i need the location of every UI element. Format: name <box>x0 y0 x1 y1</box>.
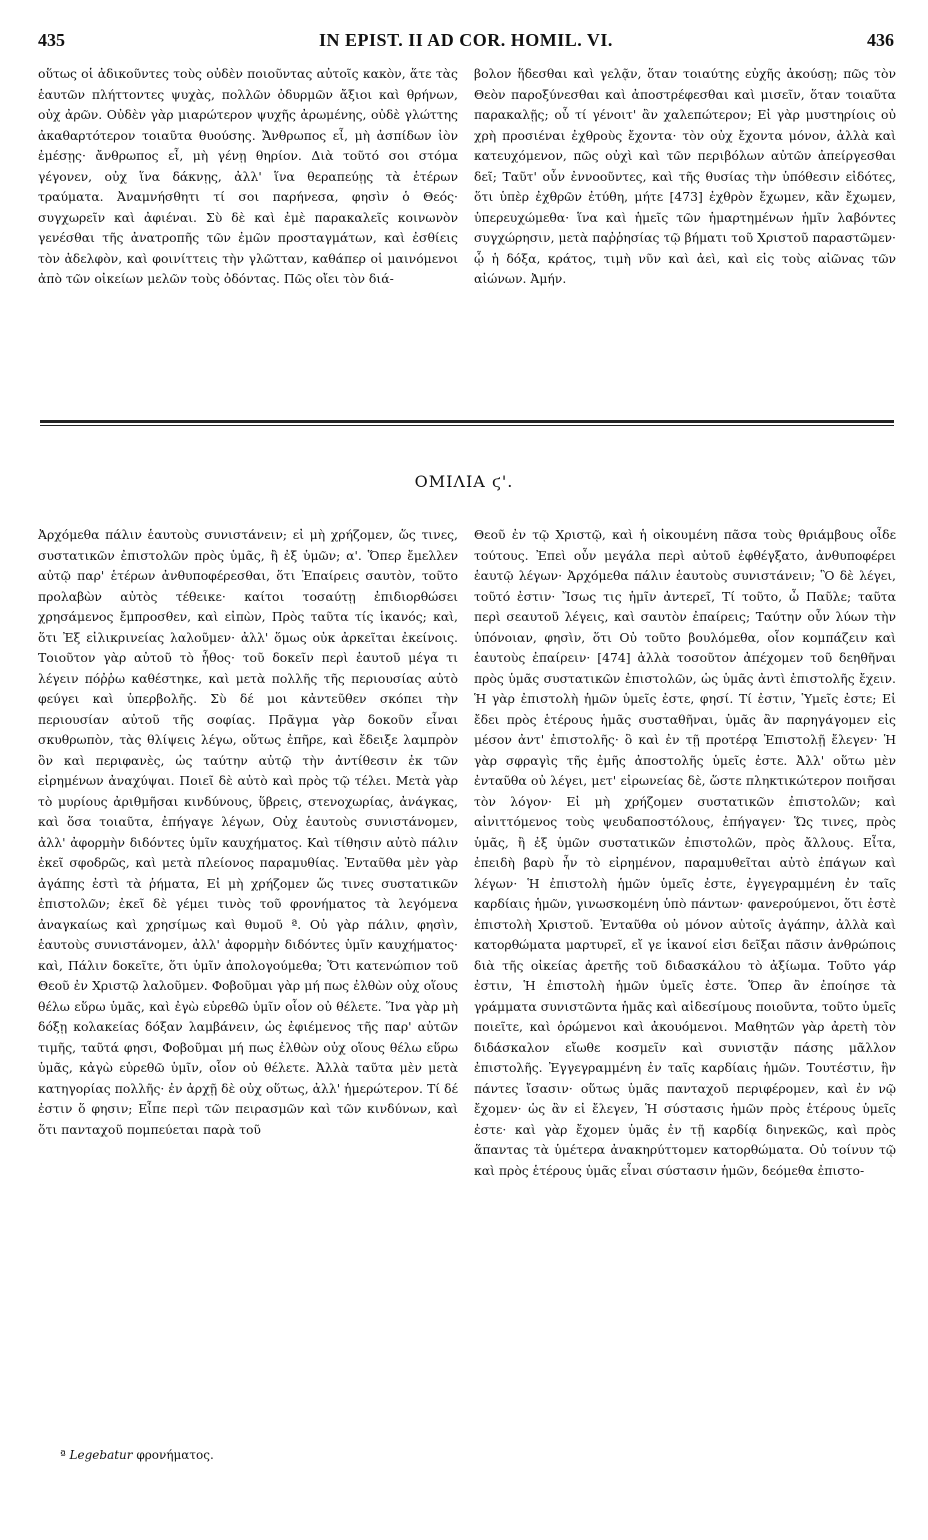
footnote-label: Legebatur <box>69 1448 133 1462</box>
footnote <box>60 1448 460 1462</box>
top-left-column-text: οὕτως οἱ ἀδικοῦντες τοὺς οὐδὲν ποιοῦντας αὐτοῖς κακὸν, ἅτε τὰς ἑαυτῶν πλήττοντες ψυχὰς, πολλῶν ὀδυρμῶν ἄξιοι καὶ θρήνων, οὐχ ἀρῶν. Οὐδὲν γὰρ μιαρώτερον ψυχῆς ἀρωμένης, οὐδὲ γλώττης ἀκαθαρτότερον τοιαῦτα θυούσης. Ἄνθρωπος εἶ, μὴ ἀσπίδων ἰὸν ἐμέσῃς· ἄνθρωπος εἶ, μὴ γένῃ θηρίον. Διὰ τοῦτό σοι στόμα γέγονεν, οὐχ ἵνα δάκνῃς, ἀλλ' ἵνα θεραπεύῃς τὰ ἑτέρων τραύματα. Ἀναμνήσθητι τί σοι παρήνεσα, φησὶν ὁ Θεός· συγχωρεῖν καὶ ἀφιέναι. Σὺ δὲ καὶ ἐμὲ παρακαλεῖς κοινωνὸν γενέσθαι τῆς ἀνατροπῆς τῶν ἐμῶν προσταγμάτων, καὶ ἐσθίεις τὸν ἀδελφὸν, καὶ φοινίττεις τὴν γλῶτταν, καθάπερ οἱ μαινόμενοι ἀπὸ τῶν οἰκείων μελῶν τοὺς ὀδόντας. Πῶς οἴει τὸν διά- <box>38 66 458 286</box>
top-right-column-text: βολον ἥδεσθαι καὶ γελᾷν, ὅταν τοιαύτης εὐχῆς ἀκούσῃ; πῶς τὸν Θεὸν παροξύνεσθαι καὶ ἀποστρέφεσθαι καὶ μισεῖν, ὅταν τοιαῦτα παρακαλῇς; οὗ τί γένοιτ' ἂν χαλεπώτερον; Εἰ γὰρ μυστηρίοις οὐ χρὴ προσιέναι ἐχθροὺς ἔχοντα· τὸν οὐχ ἔχοντα μόνον, ἀλλὰ καὶ κατευχόμενον, πῶς οὐχὶ καὶ τῶν περιβόλων αὐτῶν ἀπείργεσθαι δεῖ; Ταῦτ' οὖν ἐννοοῦντες, καὶ τῆς θυσίας τὴν ὑπόθεσιν εἰδότες, ὅτι ὑπὲρ ἐχθρῶν ἐτύθη, μήτε [473] ἐχθρὸν ἔχωμεν, κἂν ἔχωμεν, ὑπερευχώμεθα· ἵνα καὶ ἡμεῖς τῶν ἡμαρτημένων ἡμῖν λαβόντες συγχώρησιν, μετὰ παῤῥησίας τῷ βήματι τοῦ Χριστοῦ παραστῶμεν· ᾧ ἡ δόξα, κράτος, τιμὴ νῦν καὶ ἀεὶ, καὶ εἰς τοὺς αἰῶνας τῶν αἰώνων. Ἀμήν. <box>474 66 896 286</box>
footnote-word: φρονήματος. <box>136 1448 214 1462</box>
footnote-marker: ª <box>60 1448 66 1462</box>
running-title: IN EPIST. II AD COR. HOMIL. VI. <box>319 30 613 50</box>
section-divider-thick <box>40 420 894 423</box>
page-number-right: 436 <box>867 30 894 50</box>
bottom-left-column-text: Ἀρχόμεθα πάλιν ἑαυτοὺς συνιστάνειν; εἰ μὴ χρήζομεν, ὥς τινες, συστατικῶν ἐπιστολῶν πρὸς ὑμᾶς, ἢ ἐξ ὑμῶν; α'. Ὅπερ ἔμελλεν αὐτῷ παρ' ἑτέρων ἀνθυποφέρεσθαι, ὅτι Ἐπαίρεις σαυτὸν, τοῦτο προλαβὼν αὐτὸς τέθεικε· καίτοι τοσαύτῃ ἐπιδιορθώσει χρησάμενος ἔμπροσθεν, καὶ εἰπὼν, Πρὸς ταῦτα τίς ἱκανός; καὶ, ὅτι Ἐξ εἰλικρινείας λαλοῦμεν· ἀλλ' ὅμως οὐκ ἀρκεῖται ἐκείνοις. Τοιοῦτον γὰρ αὐτοῦ τὸ ἦθος· τοῦ δοκεῖν περὶ ἑαυτοῦ μέγα τι λέγειν πόῤῥω καθέστηκε, καὶ μετὰ πολλῆς τῆς περιουσίας αὐτὸ φεύγει καὶ ὑπερβολῆς. Σὺ δέ μοι κἀντεῦθεν σκόπει τὴν περιουσίαν αὐτοῦ τῆς σοφίας. Πρᾶγμα γὰρ δοκοῦν εἶναι σκυθρωπὸν, τὰς θλίψεις λέγω, οὕτως ἐπῆρε, καὶ ἔδειξε λαμπρὸν ὂν καὶ περιφανὲς, ὡς ταύτην αὐτῷ τὴν ἀντίθεσιν ἐκ τῶν εἰρημένων ἀναχύψαι. Ποιεῖ δὲ αὐτὸ καὶ πρὸς τῷ τέλει. Μετὰ γὰρ τὸ μυρίους ἀριθμῆσαι κινδύνους, ὕβρεις, στενοχωρίας, ἀνάγκας, καὶ ὅσα τοιαῦτα, ἐπήγαγε λέγων, Οὐχ ἑαυτοὺς συνιστάνομεν, ἀλλ' ἀφορμὴν διδόντες ὑμῖν καυχήματος. Καὶ τίθησιν αὐτὸ πάλιν ἐκεῖ σφοδρῶς, καὶ μετὰ πλείονος παραμυθίας. Ἐνταῦθα μὲν γὰρ ἀγάπης ἐστὶ τὰ ῥήματα, Εἰ μὴ χρήζομεν ὥς τινες συστατικῶν ἐπιστολῶν; ἐκεῖ δὲ γέμει τινὸς τοῦ φρονήματος τὰ λεγόμενα ἀναγκαίως καὶ χρησίμως καὶ θυμοῦ ª. Οὐ γὰρ πάλιν, φησὶν, ἑαυτοὺς συνιστάνομεν, ἀλλ' ἀφορμὴν διδόντες ὑμῖν καυχήματος· καὶ, Πάλιν δοκεῖτε, ὅτι ὑμῖν ἀπολογούμεθα; Ὅτι κατενώπιον τοῦ Θεοῦ ἐν Χριστῷ λαλοῦμεν. Φοβοῦμαι γὰρ μή πως ἐλθὼν οὐχ οἵους θέλω εὕρω ὑμᾶς, καὶ ἐγὼ εὑρεθῶ ὑμῖν οἷον οὐ θέλετε. Ἵνα γὰρ μὴ δόξῃ κολακείας δόξαν λαμβάνειν, ὡς ἐφιέμενος τῆς παρ' αὐτῶν τιμῆς, ταῦτά φησι, Φοβοῦμαι μή πως ἐλθὼν οὐχ οἵους θέλω εὕρω ὑμᾶς, κἀγὼ εὑρεθῶ ὑμῖν, οἷον οὐ θέλετε. Ἀλλὰ ταῦτα μὲν μετὰ κατηγορίας πολλῆς· ἐν ἀρχῇ δὲ οὐχ οὕτως, ἀλλ' ἡμερώτερον. Τί δέ ἐστιν ὅ φησιν; Εἶπε περὶ τῶν πειρασμῶν καὶ τῶν κινδύνων, καὶ ὅτι πανταχοῦ πομπεύεται παρὰ τοῦ <box>38 527 458 1137</box>
homily-title: ΟΜΙΛΙΑ ϛ'. <box>414 472 514 491</box>
page-number-left: 435 <box>38 30 65 50</box>
bottom-right-column-text: Θεοῦ ἐν τῷ Χριστῷ, καὶ ἡ οἰκουμένη πᾶσα τοὺς θριάμβους οἶδε τούτους. Ἐπεὶ οὖν μεγάλα περὶ αὐτοῦ ἐφθέγξατο, ἀνθυποφέρει ἑαυτῷ λέγων· Ἀρχόμεθα πάλιν ἑαυτοὺς συνιστάνειν; Ὃ δὲ λέγει, τοῦτό ἐστιν· Ἴσως τις ἡμῖν ἀντερεῖ, Τί τοῦτο, ὦ Παῦλε; ταῦτα περὶ σεαυτοῦ λέγεις, καὶ σαυτὸν ἐπαίρεις; Ταύτην οὖν λύων τὴν ὑπόνοιαν, φησὶν, ὅτι Οὐ τοῦτο βουλόμεθα, οἷον κομπάζειν καὶ ἑαυτοὺς ἐπαίρειν· [474] ἀλλὰ τοσοῦτον ἀπέχομεν τοῦ δεηθῆναι πρὸς ὑμᾶς συστατικῶν ἐπιστολῶν, ὡς ὑμᾶς ἀντὶ ἐπιστολῆς ἔχειν. Ἡ γὰρ ἐπιστολὴ ἡμῶν ὑμεῖς ἐστε, φησί. Τί ἐστιν, Ὑμεῖς ἐστε; Εἰ ἔδει πρὸς ἑτέρους ἡμᾶς συσταθῆναι, ὑμᾶς ἂν παρηγάγομεν εἰς μέσον ἀντ' ἐπιστολῆς· ὃ καὶ ἐν τῇ προτέρᾳ Ἐπιστολῇ ἔλεγεν· Ἡ γὰρ σφραγὶς τῆς ἐμῆς ἀποστολῆς ὑμεῖς ἐστε. Ἀλλ' οὕτω μὲν ἐνταῦθα οὐ λέγει, μετ' εἰρωνείας δὲ, ὥστε πληκτικώτερον ποιῆσαι τὸν λόγον· Εἰ μὴ χρήζομεν συστατικῶν ἐπιστολῶν; καὶ αἰνιττόμενος τοὺς ψευδαποστόλους, ἐπήγαγεν· Ὥς τινες, πρὸς ὑμᾶς, ἢ ἐξ ὑμῶν συστατικῶν ἐπιστολῶν, πρὸς ἄλλους. Εἶτα, ἐπειδὴ βαρὺ ἦν τὸ εἰρημένον, παραμυθεῖται αὐτὸ ἐπάγων καὶ λέγων· Ἡ ἐπιστολὴ ἡμῶν ὑμεῖς ἐστε, ἐγγεγραμμένη ἐν ταῖς καρδίαις ἡμῶν, γινωσκομένη ὑπὸ πάντων· φανερούμενοι, ὅτι ἐστὲ ἐπιστολὴ Χριστοῦ. Ἐνταῦθα οὐ μόνον αὐτοῖς ἀγάπην, ἀλλὰ καὶ κατορθώματα μαρτυρεῖ, εἴ γε ἱκανοί εἰσι δεῖξαι πᾶσιν ἀνθρώποις διὰ τῆς οἰκείας ἀρετῆς τοῦ διδασκάλου τὸ ἀξίωμα. Τοῦτο γάρ ἐστιν, Ἡ ἐπιστολὴ ἡμῶν ὑμεῖς ἐστε. Ὅπερ ἂν ἐποίησε τὰ γράμματα συνιστῶντα ἡμᾶς καὶ αἰδεσίμους ποιοῦντα, τοῦτο ὑμεῖς ποιεῖτε, καὶ ὁρώμενοι καὶ ἀκουόμενοι. Μαθητῶν γὰρ ἀρετὴ τὸν διδάσκαλον εἴωθε κοσμεῖν καὶ συνιστᾷν πάσης μᾶλλον ἐπιστολῆς. Ἐγγεγραμμένη ἐν ταῖς καρδίαις ἡμῶν. Τουτέστιν, ἣν πάντες ἴσασιν· οὕτως ὑμᾶς πανταχοῦ περιφέρομεν, καὶ ἐν νῷ ἔχομεν· ὡς ἂν εἰ ἔλεγεν, Ἡ σύστασις ἡμῶν πρὸς ἑτέρους ὑμεῖς ἐστε· καὶ γὰρ ἔχομεν ὑμᾶς ἐν τῇ καρδίᾳ διηνεκῶς, καὶ πρὸς ἅπαντας τὰ ὑμέτερα ἀνακηρύττομεν κατορθώματα. Οὐ τοίνυν τῷ καὶ πρὸς ἑτέρους ὑμᾶς εἶναι σύστασιν ἡμῶν, δεόμεθα ἐπιστο- <box>474 527 896 1178</box>
section-divider-thin <box>40 425 894 426</box>
running-header <box>38 30 894 54</box>
